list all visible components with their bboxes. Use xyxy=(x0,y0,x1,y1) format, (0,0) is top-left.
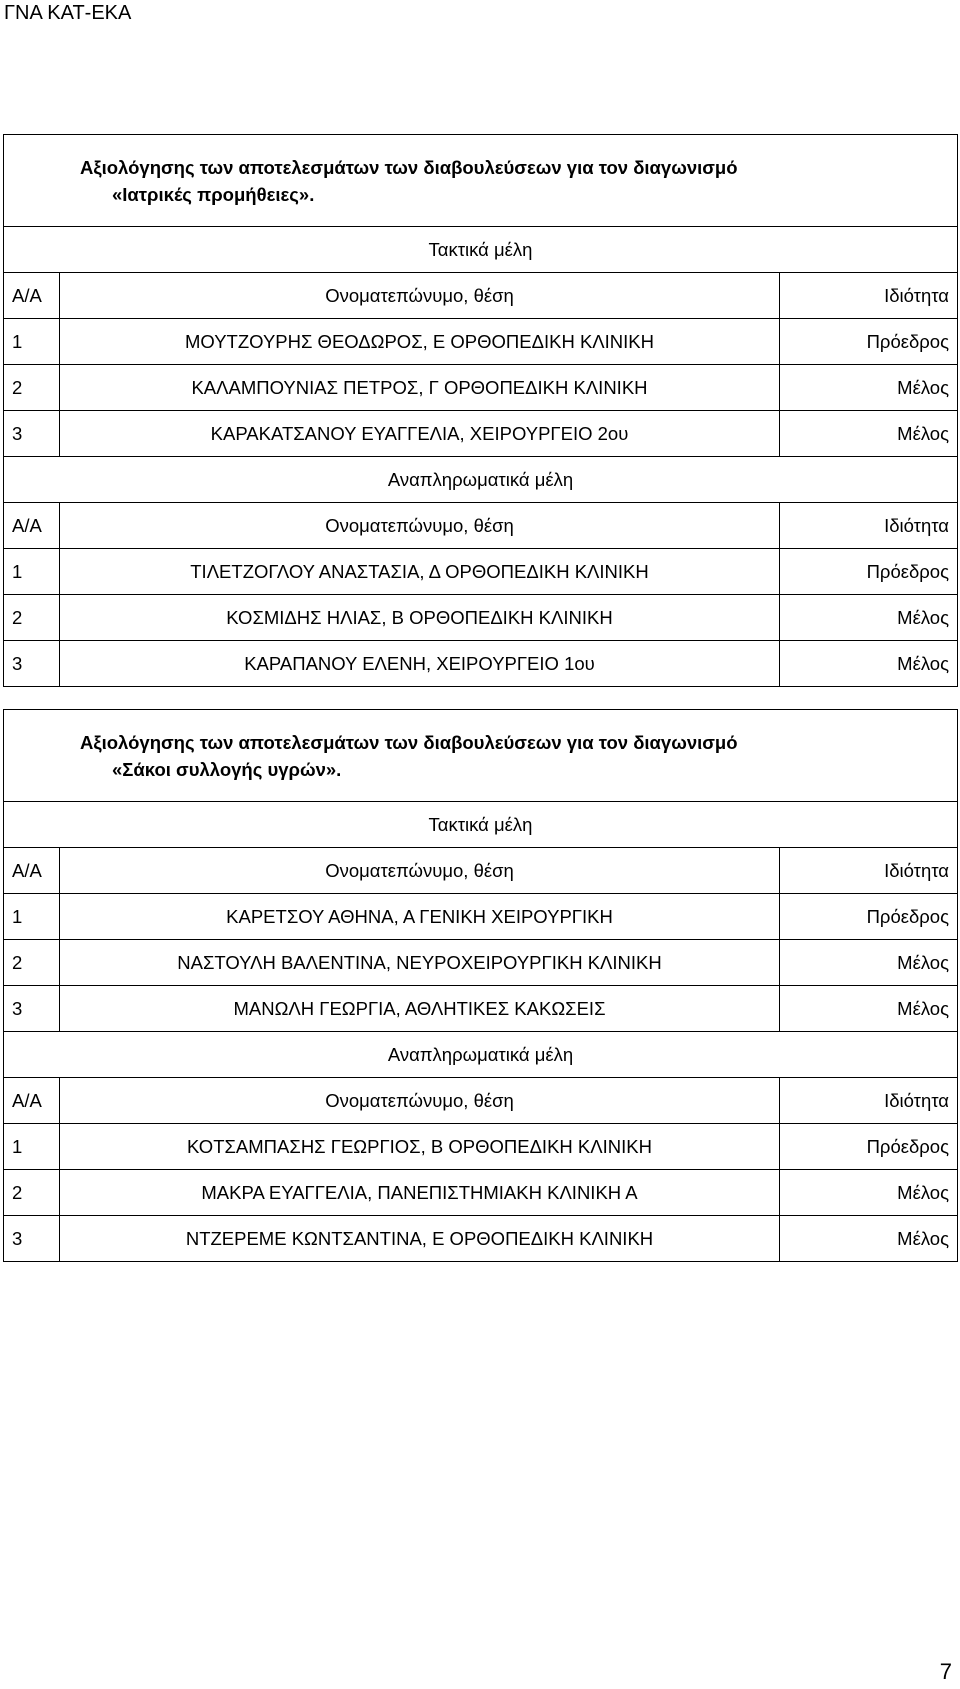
section-row-alternate xyxy=(4,457,958,503)
table-row xyxy=(4,319,958,365)
column-header-row xyxy=(4,503,958,549)
member-num: 1 xyxy=(4,1124,60,1170)
member-name: ΚΑΡΑΚΑΤΣΑΝΟΥ ΕΥΑΓΓΕΛΙΑ, ΧΕΙΡΟΥΡΓΕΙΟ 2ου xyxy=(60,411,780,457)
table-title-line1: Αξιολόγησης των αποτελεσμάτων των διαβουλεύσεων για τον διαγωνισμό xyxy=(80,156,738,178)
member-name: ΜΟΥΤΖΟΥΡΗΣ ΘΕΟΔΩΡΟΣ, Ε ΟΡΘΟΠΕΔΙΚΗ ΚΛΙΝΙΚΗ xyxy=(60,319,780,365)
page-number: 7 xyxy=(939,1659,952,1684)
member-name: ΝΤΖΕΡΕΜΕ ΚΩΝΤΣΑΝΤΙΝΑ, Ε ΟΡΘΟΠΕΔΙΚΗ ΚΛΙΝΙΚΗ xyxy=(60,1216,780,1262)
table-row xyxy=(4,986,958,1032)
member-role: Μέλος xyxy=(780,411,958,457)
section-title-regular: Τακτικά μέλη xyxy=(4,227,958,273)
member-name: ΜΑΚΡΑ ΕΥΑΓΓΕΛΙΑ, ΠΑΝΕΠΙΣΤΗΜΙΑΚΗ ΚΛΙΝΙΚΗ Α xyxy=(60,1170,780,1216)
member-num: 1 xyxy=(4,549,60,595)
member-num: 2 xyxy=(4,1170,60,1216)
member-num: 2 xyxy=(4,940,60,986)
column-header-role: Ιδιότητα xyxy=(780,273,958,319)
committee-table-fluid-bags xyxy=(3,709,958,1262)
column-header-num: Α/Α xyxy=(4,273,60,319)
column-header-row xyxy=(4,848,958,894)
table-title-line2: «Σάκοι συλλογής υγρών». xyxy=(112,758,342,780)
member-role: Μέλος xyxy=(780,986,958,1032)
table-row xyxy=(4,641,958,687)
section-title-alternate: Αναπληρωματικά μέλη xyxy=(4,457,958,503)
member-num: 2 xyxy=(4,365,60,411)
member-name: ΚΟΤΣΑΜΠΑΣΗΣ ΓΕΩΡΓΙΟΣ, Β ΟΡΘΟΠΕΔΙΚΗ ΚΛΙΝΙΚΗ xyxy=(60,1124,780,1170)
table-row xyxy=(4,1216,958,1262)
table-row xyxy=(4,595,958,641)
member-num: 3 xyxy=(4,411,60,457)
column-header-name: Ονοματεπώνυμο, θέση xyxy=(60,503,780,549)
member-role: Πρόεδρος xyxy=(780,1124,958,1170)
member-num: 3 xyxy=(4,986,60,1032)
column-header-num: Α/Α xyxy=(4,1078,60,1124)
table-title xyxy=(4,710,958,802)
column-header-name: Ονοματεπώνυμο, θέση xyxy=(60,1078,780,1124)
member-name: ΜΑΝΩΛΗ ΓΕΩΡΓΙΑ, ΑΘΛΗΤΙΚΕΣ ΚΑΚΩΣΕΙΣ xyxy=(60,986,780,1032)
committee-table-medical-supplies xyxy=(3,134,958,687)
member-role: Μέλος xyxy=(780,365,958,411)
member-role: Πρόεδρος xyxy=(780,319,958,365)
member-num: 3 xyxy=(4,1216,60,1262)
column-header-role: Ιδιότητα xyxy=(780,503,958,549)
table-row xyxy=(4,365,958,411)
member-name: ΚΟΣΜΙΔΗΣ ΗΛΙΑΣ, Β ΟΡΘΟΠΕΔΙΚΗ ΚΛΙΝΙΚΗ xyxy=(60,595,780,641)
member-role: Πρόεδρος xyxy=(780,894,958,940)
table-title-line2: «Ιατρικές προμήθειες». xyxy=(112,183,315,205)
table-row xyxy=(4,411,958,457)
table-title-line1: Αξιολόγησης των αποτελεσμάτων των διαβουλεύσεων για τον διαγωνισμό xyxy=(80,731,738,753)
table-row xyxy=(4,549,958,595)
member-num: 1 xyxy=(4,894,60,940)
member-role: Μέλος xyxy=(780,595,958,641)
section-row-regular xyxy=(4,802,958,848)
member-num: 2 xyxy=(4,595,60,641)
column-header-role: Ιδιότητα xyxy=(780,848,958,894)
member-role: Μέλος xyxy=(780,1216,958,1262)
member-name: ΤΙΛΕΤΖΟΓΛΟΥ ΑΝΑΣΤΑΣΙΑ, Δ ΟΡΘΟΠΕΔΙΚΗ ΚΛΙΝΙΚΗ xyxy=(60,549,780,595)
table-row xyxy=(4,894,958,940)
document-header: ΓΝΑ ΚΑΤ-ΕΚΑ xyxy=(4,2,132,24)
column-header-row xyxy=(4,1078,958,1124)
section-title-regular: Τακτικά μέλη xyxy=(4,802,958,848)
table-title xyxy=(4,135,958,227)
column-header-name: Ονοματεπώνυμο, θέση xyxy=(60,273,780,319)
table-title-row xyxy=(4,135,958,227)
column-header-name: Ονοματεπώνυμο, θέση xyxy=(60,848,780,894)
member-role: Μέλος xyxy=(780,940,958,986)
table-row xyxy=(4,940,958,986)
section-title-alternate: Αναπληρωματικά μέλη xyxy=(4,1032,958,1078)
section-row-regular xyxy=(4,227,958,273)
column-header-num: Α/Α xyxy=(4,503,60,549)
member-name: ΚΑΡΑΠΑΝΟΥ ΕΛΕΝΗ, ΧΕΙΡΟΥΡΓΕΙΟ 1ου xyxy=(60,641,780,687)
table-title-row xyxy=(4,710,958,802)
column-header-role: Ιδιότητα xyxy=(780,1078,958,1124)
member-name: ΚΑΡΕΤΣΟΥ ΑΘΗΝΑ, Α ΓΕΝΙΚΗ ΧΕΙΡΟΥΡΓΙΚΗ xyxy=(60,894,780,940)
table-row xyxy=(4,1124,958,1170)
column-header-num: Α/Α xyxy=(4,848,60,894)
member-num: 3 xyxy=(4,641,60,687)
member-name: ΝΑΣΤΟΥΛΗ ΒΑΛΕΝΤΙΝΑ, ΝΕΥΡΟΧΕΙΡΟΥΡΓΙΚΗ ΚΛΙΝΙΚΗ xyxy=(60,940,780,986)
table-row xyxy=(4,1170,958,1216)
member-role: Μέλος xyxy=(780,641,958,687)
member-name: ΚΑΛΑΜΠΟΥΝΙΑΣ ΠΕΤΡΟΣ, Γ ΟΡΘΟΠΕΔΙΚΗ ΚΛΙΝΙΚΗ xyxy=(60,365,780,411)
member-num: 1 xyxy=(4,319,60,365)
section-row-alternate xyxy=(4,1032,958,1078)
member-role: Μέλος xyxy=(780,1170,958,1216)
member-role: Πρόεδρος xyxy=(780,549,958,595)
column-header-row xyxy=(4,273,958,319)
